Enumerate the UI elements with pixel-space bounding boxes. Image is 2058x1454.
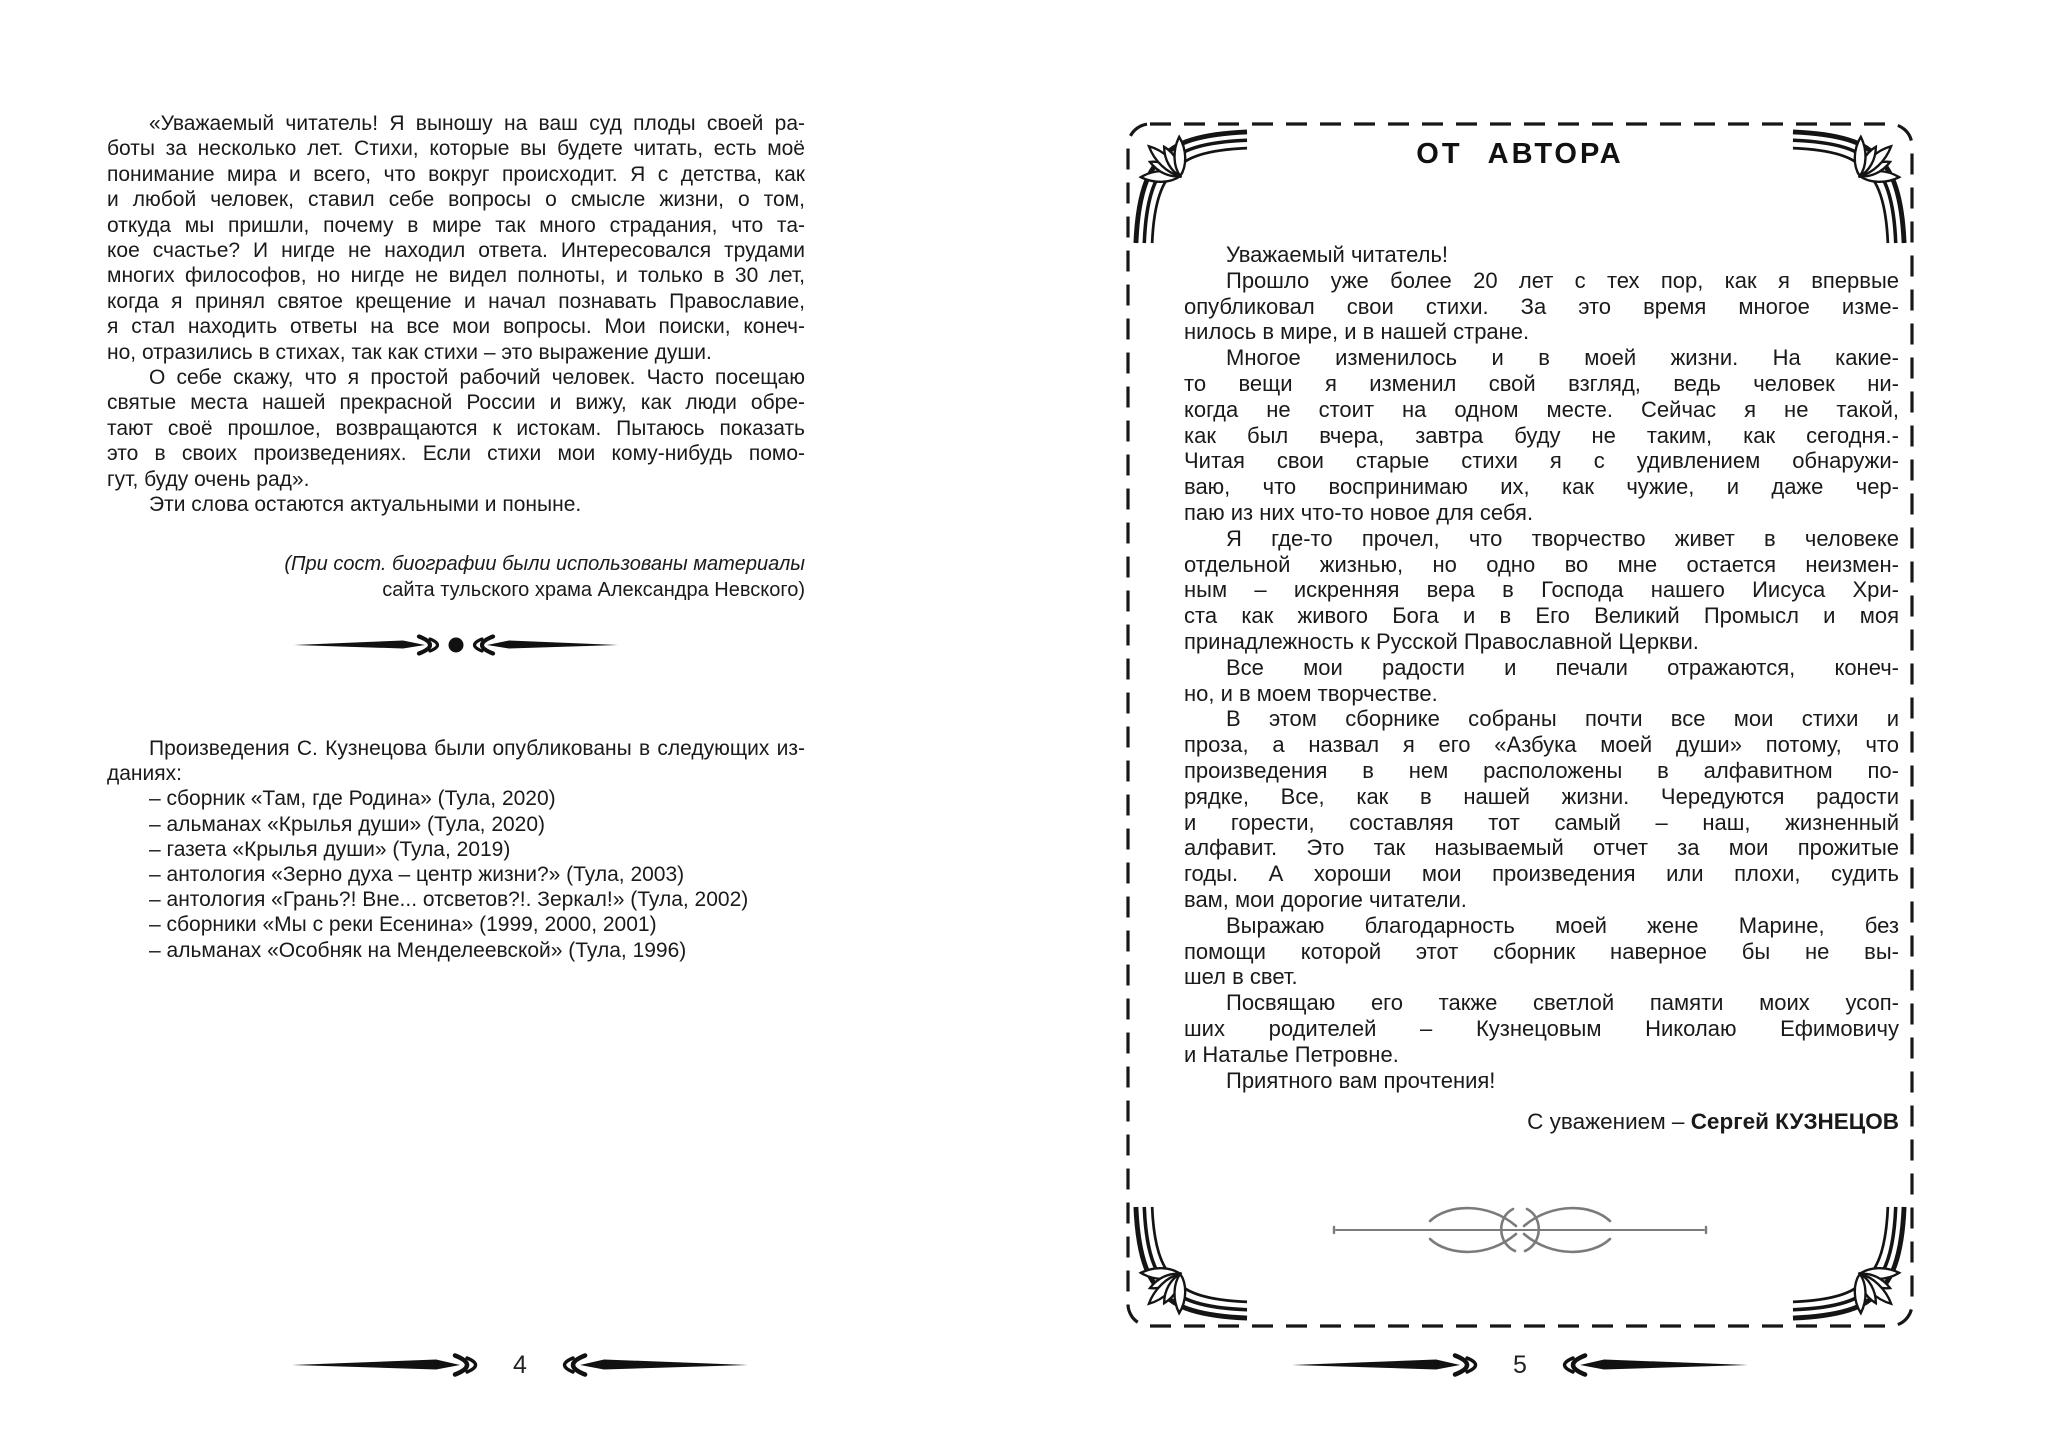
text-line: я стал находить ответы на все мои вопросы. Мои поиски, конеч- <box>107 315 805 339</box>
signature-line <box>1184 1109 1899 1135</box>
text-line: Приятного вам прочтения! <box>1226 1067 1496 1093</box>
text-line: В этом сборнике собраны почти все мои стихи и <box>1226 706 1899 732</box>
text-line: как был вчера, завтра буду не таким, как сегодня.- <box>1184 422 1899 448</box>
attribution <box>107 552 805 603</box>
page-number-right: 5 <box>1513 1350 1527 1379</box>
floral-corner-icon <box>1131 1205 1249 1323</box>
text-line: святые места нашей прекрасной России и вижу, как люди обре- <box>107 391 805 415</box>
text-line: Произведения С. Кузнецова были опубликованы в следующих из- <box>149 737 805 760</box>
paragraph <box>1184 526 1899 655</box>
divider-ornament <box>107 630 805 660</box>
author-note-text <box>1184 242 1899 1135</box>
text-line: понимание мира и всего, что вокруг происходит. Я с детства, как <box>107 162 805 186</box>
text-line: отдельной жизнью, но одно во мне остается неизмен- <box>1184 551 1899 577</box>
biography-text <box>107 111 805 518</box>
paragraph <box>107 111 805 365</box>
text-line: ста как живого Бога и в Его Великий Промысл и моя <box>1184 603 1899 629</box>
text-line: и любой человек, ставил себе вопросы о смысле жизни, о том, <box>107 188 805 212</box>
paragraph <box>1184 268 1899 345</box>
floral-corner-icon <box>1791 1205 1909 1323</box>
text-line: когда я принял святое крещение и начал познавать Православие, <box>107 289 805 313</box>
attribution-line-1: (При сост. биографии были использованы материалы <box>284 553 805 575</box>
text-line: даниях: <box>107 762 182 786</box>
text-line: ваю, что воспринимаю их, как чужие, и даже чер- <box>1184 474 1899 500</box>
text-line: откуда мы пришли, почему в мире так много страдания, что та- <box>107 213 805 237</box>
text-line: вам, мои дорогие читатели. <box>1184 886 1467 912</box>
text-line: Эти слова остаются актуальными и поныне. <box>149 493 582 517</box>
text-line: когда не стоит на одном месте. Сейчас я не такой, <box>1184 396 1899 422</box>
text-line: Я где-то прочел, что творчество живет в человеке <box>1226 525 1899 551</box>
page-title: ОТ АВТОРА <box>1416 138 1624 170</box>
calligraphic-swirl-rule-icon <box>1330 1194 1710 1266</box>
author-note-paragraphs <box>1184 242 1899 1093</box>
publications-intro <box>107 736 805 786</box>
right-page-footer <box>1290 1350 1750 1380</box>
left-page-footer <box>290 1350 750 1380</box>
text-line: паю из них что-то новое для себя. <box>1184 499 1534 525</box>
text-line: алфавит. Это так называемый отчет за мои прожитые <box>1184 835 1899 861</box>
footer-rule-left-icon <box>290 1350 500 1380</box>
paragraph <box>1184 913 1899 990</box>
text-line: О себе скажу, что я простой рабочий человек. Часто посещаю <box>149 366 805 390</box>
text-line: это в своих произведениях. Если стихи мои кому-нибудь помо- <box>107 442 805 466</box>
text-line: ным – искренняя вера в Господа нашего Иисуса Хри- <box>1184 577 1899 603</box>
paragraph <box>1184 655 1899 707</box>
attribution-line-2: сайта тульского храма Александра Невского) <box>382 578 805 601</box>
text-line: произведения в нем расположены в алфавитном по- <box>1184 757 1899 783</box>
text-line: Выражаю благодарность моей жене Марине, без <box>1226 912 1899 938</box>
text-line: «Уважаемый читатель! Я выношу на ваш суд плоды своей ра- <box>149 112 805 135</box>
text-line: Все мои радости и печали отражаются, конеч- <box>1226 654 1899 680</box>
publication-item: – альманах «Особняк на Менделеевской» (Тула, 1996) <box>149 938 687 962</box>
text-line: Читая свои старые стихи я с удивлением обнаружи- <box>1184 448 1899 474</box>
text-line: опубликовал свои стихи. За это время многое изме- <box>1184 293 1899 319</box>
paragraph <box>1184 990 1899 1067</box>
text-line: годы. А хороши мои произведения или плохи, судить <box>1184 861 1899 887</box>
footer-rule-right-icon <box>540 1350 750 1380</box>
footer-rule-left-icon <box>1290 1350 1500 1380</box>
text-line: нилось в мире, и в нашей стране. <box>1184 319 1530 345</box>
text-line: и горести, составляя тот самый – наш, жизненный <box>1184 809 1899 835</box>
paragraph <box>1184 345 1899 526</box>
signature-prefix: С уважением – <box>1527 1109 1691 1135</box>
paragraph <box>1184 1068 1899 1094</box>
text-line: то вещи я изменил свой взгляд, ведь человек ни- <box>1184 370 1899 396</box>
page-number-left: 4 <box>513 1350 527 1379</box>
tapered-rule-arrows-dot-icon <box>291 630 621 660</box>
publication-item: – антология «Грань?! Вне... отсветов?!. Зеркал!» (Тула, 2002) <box>149 888 749 912</box>
paragraph <box>107 365 805 492</box>
text-line: и Наталье Петровне. <box>1184 1041 1399 1067</box>
text-line: проза, а назвал я его «Азбука моей души» потому, что <box>1184 732 1899 758</box>
footer-rule-right-icon <box>1540 1350 1750 1380</box>
text-line: боты за несколько лет. Стихи, которые вы будете читать, есть моё <box>107 137 805 161</box>
text-line: кое счастье? И нигде не находил ответа. Интересовался трудами <box>107 239 805 263</box>
text-line: Многое изменилось и в моей жизни. На какие- <box>1226 345 1899 371</box>
text-line: рядке, Все, как в нашей жизни. Чередуются радости <box>1184 783 1899 809</box>
text-line: но, отразились в стихах, так как стихи – это выражение души. <box>107 340 712 364</box>
text-line: тают своё прошлое, возвращаются к истокам. Пытаюсь показать <box>107 416 805 440</box>
flourish-ornament <box>1330 1194 1710 1266</box>
text-line: но, и в моем творчестве. <box>1184 680 1438 706</box>
paragraph <box>1184 242 1899 268</box>
paragraph <box>107 736 805 786</box>
text-line: Прошло уже более 20 лет с тех пор, как я впервые <box>1226 267 1899 293</box>
text-line: многих философов, но нигде не видел полноты, и только в 30 лет, <box>107 264 805 288</box>
publications-block <box>107 736 805 963</box>
text-line: принадлежность к Русской Православной Церкви. <box>1184 628 1699 654</box>
text-line: шел в свет. <box>1184 964 1298 990</box>
publication-item: – сборник «Там, где Родина» (Тула, 2020) <box>149 787 556 811</box>
paragraph <box>1184 706 1899 912</box>
right-page <box>1029 0 2058 1454</box>
publications-list <box>107 786 805 962</box>
paragraph <box>107 492 805 517</box>
text-line: гут, буду очень рад». <box>107 467 310 491</box>
publication-item: – альманах «Крылья души» (Тула, 2020) <box>149 812 546 836</box>
text-line: помощи которой этот сборник наверное бы не вы- <box>1184 938 1899 964</box>
publication-item: – сборники «Мы с реки Есенина» (1999, 2000, 2001) <box>149 913 657 937</box>
publication-item: – газета «Крылья души» (Тула, 2019) <box>149 837 511 861</box>
text-line: Посвящаю его также светлой памяти моих усоп- <box>1226 990 1899 1016</box>
signature-name: Сергей КУЗНЕЦОВ <box>1690 1109 1899 1135</box>
text-line: Уважаемый читатель! <box>1226 242 1449 267</box>
publication-item: – антология «Зерно духа – центр жизни?» (Тула, 2003) <box>149 863 685 887</box>
text-line: ших родителей – Кузнецовым Николаю Ефимовичу <box>1184 1015 1899 1041</box>
decorative-frame <box>1126 122 1914 1328</box>
